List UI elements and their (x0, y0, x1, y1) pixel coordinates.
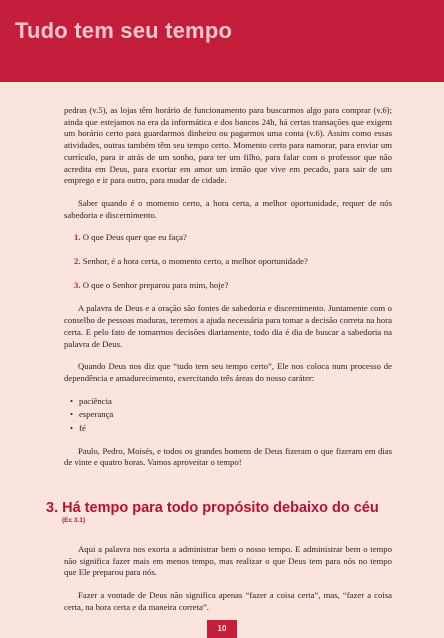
bullet-list (64, 396, 392, 435)
section-text (64, 544, 392, 625)
main-text (64, 105, 392, 480)
paragraph: Fazer a vontade de Deus não significa apenas “fazer a coisa certa”, mas, “fazer a coisa certa, na hora certa e da maneira correta”. (64, 590, 392, 612)
page-number: 10 (207, 620, 237, 638)
question-text: O que o Senhor preparou para mim, hoje? (82, 279, 229, 290)
question-text: O que Deus quer que eu faça? (82, 232, 187, 243)
list-item: • paciência (70, 396, 392, 408)
question-item (64, 280, 392, 292)
question-number: 3. (74, 279, 81, 290)
list-item: • fé (70, 423, 392, 435)
section-heading (46, 500, 406, 524)
paragraph: Quando Deus nos diz que “tudo tem seu tempo certo”, Ele nos coloca num processo de dependência e amadurecimento, exercitando três áreas do nosso caráter: (64, 361, 392, 383)
question-number: 2. (74, 256, 81, 267)
section-reference: (Ec 3.1) (62, 517, 86, 524)
section-title: 3. Há tempo para todo propósito debaixo do céu (46, 500, 379, 516)
paragraph: pedras (v.5), as lojas têm horário de funcionamento para buscarmos algo para comprar (v.6); ainda que estejamos na era da informática e dos bancos 24h, há certas transações que exigem um horário certo para guardarmos dinheiro ou pagarmos uma conta (v.6). Assim como essas atividades, outras também têm seu tempo certo. Momento certo para namorar, para enviar um currículo, para ir atrás de um sonho, para ter um filho, para falar com o professor que não acredita em Deus, para exortar em amor um irmão que vive em pecado, para sair de um emprego e ir para outro, para mudar de cidade. (64, 105, 392, 186)
paragraph: Paulo, Pedro, Moisés, e todos os grandes homens de Deus fizeram o que fizeram em dias de vinte e quatro horas. Vamos aproveitar o tempo! (64, 445, 392, 468)
paragraph: Aqui a palavra nos exorta a administrar bem o nosso tempo. E administrar bem o tempo não significa fazer mais em menos tempo, mas realizar o que Deus tem para nós no tempo que Ele preparou para nós. (64, 544, 392, 578)
list-item: • esperança (70, 409, 392, 421)
paragraph: Saber quando é o momento certo, a hora certa, a melhor oportunidade, requer de nós sabedoria e discernimento. (64, 197, 392, 220)
paragraph: A palavra de Deus e a oração são fontes de sabedoria e discernimento. Juntamente com o conselho de pessoas maduras, teremos a ajuda necessária para tomar a decisão correta na hora certa. E pelo fato de tomarmos decisões diariamente, todo dia é dia de buscar a sabedoria na palavra de Deus. (64, 303, 392, 349)
page-title: Tudo tem seu tempo (15, 18, 233, 43)
question-item (64, 232, 392, 244)
header-banner (0, 0, 444, 82)
question-number: 1. (74, 232, 81, 243)
question-text: Senhor, é a hora certa, o momento certo, a melhor oportunidade? (82, 256, 308, 267)
question-item (64, 256, 392, 268)
